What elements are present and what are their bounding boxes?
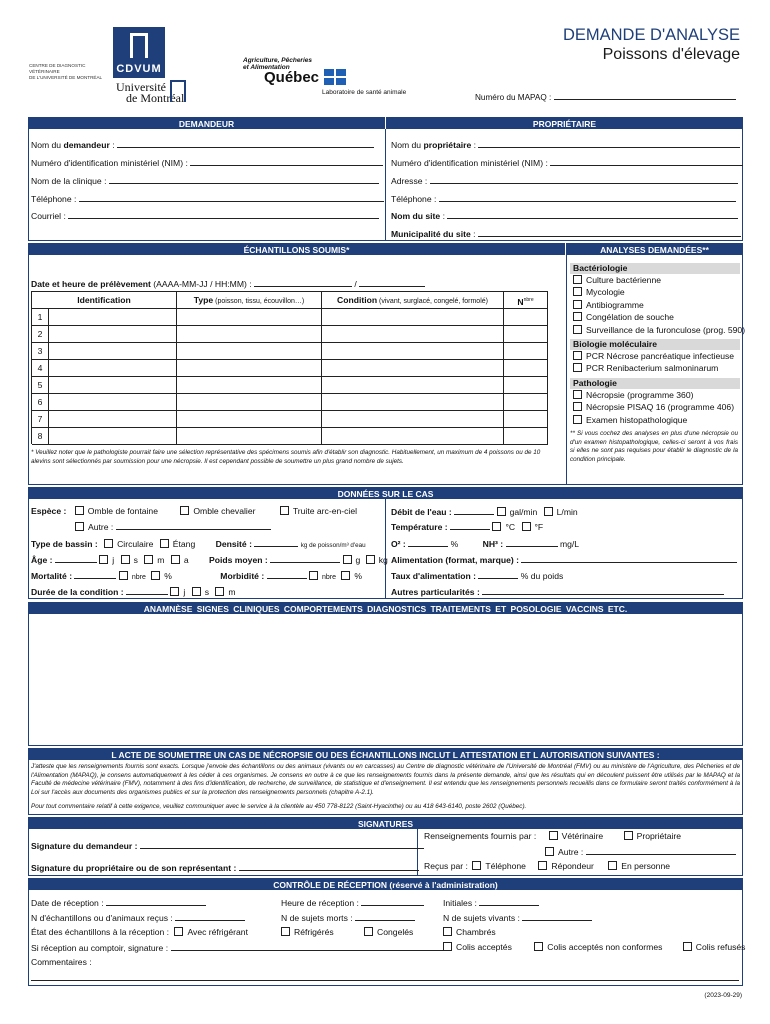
sample-type-cell[interactable] — [177, 326, 322, 343]
cdvum-small-text: CENTRE DE DIAGNOSTIC VÉTÉRINAIRE DE L'UNIVERSITÉ DE MONTRÉAL — [29, 63, 103, 80]
age-row: Âge : j s m a Poids moyen : g kg — [31, 555, 388, 565]
refrigerated-checkbox[interactable] — [281, 927, 290, 936]
species-row: Espèce : Omble de fontaine Omble chevalier Truite arc-en-ciel — [31, 506, 358, 516]
other-details-input[interactable] — [482, 586, 724, 595]
duration-s-checkbox[interactable] — [192, 587, 201, 596]
feed-rate-input[interactable] — [478, 570, 518, 579]
species-other-input[interactable] — [116, 521, 271, 530]
sample-identification-cell[interactable] — [49, 309, 177, 326]
quebec-wordmark: Québec — [264, 69, 320, 86]
sample-identification-cell[interactable] — [49, 377, 177, 394]
samples-table — [31, 291, 548, 444]
sample-type-cell[interactable] — [177, 411, 322, 428]
basin-row: Type de bassin : Circulaire Étang Densité : kg de poisson/m³ d'eau — [31, 539, 366, 549]
anamnese-textarea[interactable] — [28, 614, 743, 746]
sample-identification-cell[interactable] — [49, 326, 177, 343]
mapaq-number-field[interactable]: Numéro du MAPAQ : — [475, 91, 736, 103]
demandeur-name-field[interactable]: Nom du demandeur : — [31, 139, 374, 151]
age-s-checkbox[interactable] — [121, 555, 130, 564]
refrigerant-checkbox[interactable] — [174, 927, 183, 936]
sample-identification-cell[interactable] — [49, 343, 177, 360]
sample-row-number: 8 — [32, 428, 49, 445]
biologie-moleculaire-item[interactable]: PCR Renibacterium salmoninarum — [570, 362, 740, 374]
duration-m-checkbox[interactable] — [215, 587, 224, 596]
sample-row-number: 6 — [32, 394, 49, 411]
o2-nh3-row: O² : % NH³ : mg/L — [391, 539, 580, 549]
acte-header: L ACTE DE SOUMETTRE UN CAS DE NÉCROPSIE OU DES ÉCHANTILLONS INCLUT L ATTESTATION ET L AUTORISATION SUIVANTES : — [28, 748, 743, 760]
col-header-identification: Identification — [32, 292, 177, 309]
sample-condition-cell[interactable] — [322, 343, 504, 360]
owner-checkbox[interactable] — [624, 831, 633, 840]
comments-label: Commentaires : — [31, 957, 92, 967]
feed-rate-row: Taux d'alimentation : % du poids — [391, 571, 564, 581]
bacteriologie-checkbox[interactable] — [573, 275, 582, 284]
attestation-text: J'atteste que les renseignements fournis sont exacts. Lorsque j'envoie des échantillons ou des animaux (vivants ou en carcasses) au Centre de diagnostic vétérinaire de l'Université de Montréal (FMV) ou au ministère de l'Agriculture, des Pêcheries et de l'Alimentation (MAPAQ), je consens automatiquement à les céder à ces organismes. Je consens en outre à ce que les renseignements fournis dans la présente demande, ainsi que les résultats qui en découlent puissent être utilisés par le MAPAQ et la Faculté de médecine vétérinaire (FMV), notamment à des fins d'identification, de recherche, de surveillance, de statistique et d'enseignement. Il est entendu que les renseignements personnels recueillis dans ce formulaire seront traités conformément à la Loi sur l'accès aux documents des organismes publics et sur la protection des renseignements personnels (chapitre A-2.1). — [31, 763, 740, 797]
sample-type-cell[interactable] — [177, 343, 322, 360]
sample-identification-cell[interactable] — [49, 394, 177, 411]
morbidity-input[interactable] — [267, 570, 307, 579]
bacteriologie-item[interactable]: Surveillance de la furonculose (prog. 590) — [570, 324, 740, 336]
owner-nim-field[interactable]: Numéro d'identification ministériel (NIM) : — [391, 157, 743, 169]
quebec-dept: Agriculture, Pêcheries et Alimentation — [243, 57, 312, 71]
col-header-nbre: $N^{nbre}$ — [504, 292, 548, 309]
mortality-input[interactable] — [74, 570, 116, 579]
samples-received-field[interactable]: N d'échantillons ou d'animaux reçus : — [31, 912, 245, 924]
answering-machine-checkbox[interactable] — [538, 861, 547, 870]
sample-count-cell[interactable] — [504, 309, 548, 326]
cdvum-logo — [113, 27, 165, 78]
sample-condition-cell[interactable] — [322, 411, 504, 428]
udem-logo-text: Université de Montréal — [116, 80, 185, 105]
col-header-condition: Condition (vivant, surglacé, congelé, formolé) — [322, 292, 504, 309]
cdvum-logo-mark — [130, 33, 148, 58]
demandeur-header: DEMANDEUR — [28, 117, 385, 129]
biologie-moleculaire-heading: Biologie moléculaire — [570, 339, 740, 350]
omble-chevalier-checkbox[interactable] — [180, 506, 189, 515]
in-person-checkbox[interactable] — [608, 861, 617, 870]
initials-field[interactable]: Initiales : — [443, 897, 539, 909]
celsius-checkbox[interactable] — [492, 522, 501, 531]
col-header-type: Type (poisson, tissu, écouvillon…) — [177, 292, 322, 309]
duration-row: Durée de la condition : j s m — [31, 587, 236, 597]
bacteriologie-checkbox[interactable] — [573, 287, 582, 296]
pathologie-checkbox[interactable] — [573, 390, 582, 399]
age-m-checkbox[interactable] — [144, 555, 153, 564]
analyses-header: ANALYSES DEMANDÉES** — [566, 243, 743, 255]
etang-checkbox[interactable] — [160, 539, 169, 548]
form-date: (2023-09-29) — [704, 992, 742, 999]
samples-note: * Veuillez noter que le pathologiste pourrait faire une sélection représentative des spécimens soumis afin d'établir son diagnostic. Habituellement, un maximum de 4 poissons ou de 10 alevins sont sélectionnés par soumission pour une nécropsie. Il est cependant possible de soumettre un plus grand nombre de sujets. — [31, 449, 541, 465]
sample-count-cell[interactable] — [504, 394, 548, 411]
sample-count-cell[interactable] — [504, 411, 548, 428]
demandeur-phone-field[interactable]: Téléphone : — [31, 193, 384, 205]
temperature-row: Température : °C °F — [391, 522, 544, 532]
bacteriologie-item[interactable]: Antibiogramme — [570, 299, 740, 311]
nh3-input[interactable] — [506, 538, 558, 547]
pathologie-checkbox[interactable] — [573, 415, 582, 424]
feed-input[interactable] — [521, 554, 737, 563]
biologie-moleculaire-checkbox[interactable] — [573, 363, 582, 372]
udem-logo-mark — [170, 80, 186, 102]
sample-type-cell[interactable] — [177, 377, 322, 394]
mortality-pct-checkbox[interactable] — [151, 571, 160, 580]
age-a-checkbox[interactable] — [171, 555, 180, 564]
provided-other-row: Autre : — [545, 846, 736, 858]
weight-g-checkbox[interactable] — [343, 555, 352, 564]
live-subjects-field[interactable]: N de sujets vivants : — [443, 912, 592, 924]
biologie-moleculaire-item[interactable]: PCR Nécrose pancréatique infectieuse — [570, 350, 740, 362]
sample-identification-cell[interactable] — [49, 411, 177, 428]
pathologie-item[interactable]: Nécropsie PISAQ 16 (programme 406) — [570, 401, 740, 413]
sample-row-number: 5 — [32, 377, 49, 394]
parcels-accepted-checkbox[interactable] — [443, 942, 452, 951]
quebec-flag-icon — [324, 69, 346, 85]
owner-address-field[interactable]: Adresse : — [391, 175, 738, 187]
pathologie-checkbox[interactable] — [573, 402, 582, 411]
analyses-panel — [570, 263, 746, 465]
sample-row-number: 4 — [32, 360, 49, 377]
owner-name-field[interactable]: Nom du propriétaire : — [391, 139, 740, 151]
sample-identification-cell[interactable] — [49, 360, 177, 377]
sample-condition-cell[interactable] — [322, 428, 504, 445]
mortality-nbre-checkbox[interactable] — [119, 571, 128, 580]
bacteriologie-checkbox[interactable] — [573, 300, 582, 309]
sample-count-cell[interactable] — [504, 428, 548, 445]
sample-type-cell[interactable] — [177, 394, 322, 411]
sample-condition-cell[interactable] — [322, 360, 504, 377]
truite-checkbox[interactable] — [280, 506, 289, 515]
anamnese-header: ANAMNÈSE SIGNES CLINIQUES COMPORTEMENTS DIAGNOSTICS TRAITEMENTS ET POSOLOGIE VACCINS ETC. — [28, 602, 743, 614]
water-flow-row: Débit de l'eau : gal/min L/min — [391, 507, 578, 517]
form-title: DEMANDE D'ANALYSE — [562, 26, 740, 44]
biologie-moleculaire-checkbox[interactable] — [573, 351, 582, 360]
duration-input[interactable] — [126, 586, 168, 595]
sample-identification-cell[interactable] — [49, 428, 177, 445]
fahrenheit-checkbox[interactable] — [522, 522, 531, 531]
bacteriologie-item[interactable]: Mycologie — [570, 286, 740, 298]
room-temp-checkbox[interactable] — [443, 927, 452, 936]
owner-phone-field[interactable]: Téléphone : — [391, 193, 736, 205]
veterinarian-checkbox[interactable] — [549, 831, 558, 840]
counter-signature-field[interactable]: Si réception au comptoir, signature : — [31, 942, 444, 954]
galmin-checkbox[interactable] — [497, 507, 506, 516]
species-other-checkbox[interactable] — [75, 522, 84, 531]
reception-date-field[interactable]: Date de réception : — [31, 897, 206, 909]
frozen-checkbox[interactable] — [364, 927, 373, 936]
water-flow-input[interactable] — [454, 506, 494, 515]
sample-row-number: 2 — [32, 326, 49, 343]
o2-input[interactable] — [408, 538, 448, 547]
phone-checkbox[interactable] — [472, 861, 481, 870]
bacteriologie-heading: Bactériologie — [570, 263, 740, 274]
sample-condition-cell[interactable] — [322, 377, 504, 394]
sample-count-cell[interactable] — [504, 360, 548, 377]
controle-header: CONTRÔLE DE RÉCEPTION (réservé à l'administration) — [28, 878, 743, 890]
bacteriologie-checkbox[interactable] — [573, 325, 582, 334]
donnees-header: DONNÉES SUR LE CAS — [28, 487, 743, 499]
provided-other-input[interactable] — [586, 846, 736, 855]
weight-input[interactable] — [270, 554, 340, 563]
demandeur-nim-field[interactable]: Numéro d'identification ministériel (NIM) : — [31, 157, 383, 169]
sample-row-number: 7 — [32, 411, 49, 428]
bacteriologie-item[interactable]: Congélation de souche — [570, 311, 740, 323]
sample-type-cell[interactable] — [177, 309, 322, 326]
sample-row-number: 1 — [32, 309, 49, 326]
clinic-name-field[interactable]: Nom de la clinique : — [31, 175, 379, 187]
analyses-note: ** Si vous cochez des analyses en plus d'une nécropsie ou d'un examen histopathologique, celles-ci seront à vos frais si elles ne sont pas requises pour établir le diagnostic de la condition principale. — [570, 430, 738, 464]
other-details-row: Autres particularités : — [391, 586, 724, 598]
lmin-checkbox[interactable] — [544, 507, 553, 516]
owner-signature-field[interactable]: Signature du propriétaire ou de son représentant : — [31, 862, 419, 874]
received-by-row: Reçus par : Téléphone Répondeur En personne — [424, 861, 671, 871]
bacteriologie-checkbox[interactable] — [573, 312, 582, 321]
attestation-contact: Pour tout commentaire relatif à cette exigence, veuillez communiquer avec le service à la clientèle au 450 778-8122 (Saint-Hyacinthe) ou au 418 643-6140, poste 2602 (Québec). — [31, 803, 527, 810]
pathologie-heading: Pathologie — [570, 378, 740, 389]
sample-state-row: État des échantillons à la réception : Avec réfrigérant — [31, 927, 248, 937]
sample-count-cell[interactable] — [504, 326, 548, 343]
form-subtitle: Poissons d'élevage — [602, 46, 740, 63]
sample-row-number: 3 — [32, 343, 49, 360]
parcel-status-row: Colis acceptés Colis acceptés non conformes Colis refusés — [443, 942, 745, 953]
cdvum-logo-text: CDVUM — [116, 63, 162, 75]
site-name-field[interactable]: Nom du site : — [391, 210, 738, 222]
mortality-row: Mortalité : nbre % Morbidité : nbre % — [31, 571, 363, 581]
dead-subjects-field[interactable]: N de sujets morts : — [281, 912, 415, 924]
comments-line[interactable] — [31, 980, 739, 981]
sample-type-cell[interactable] — [177, 428, 322, 445]
pathologie-item[interactable]: Examen histopathologique — [570, 414, 740, 426]
sample-condition-cell[interactable] — [322, 326, 504, 343]
echantillons-header: ÉCHANTILLONS SOUMIS* — [28, 243, 565, 255]
species-other-row: Autre : — [75, 521, 271, 533]
provided-by-row: Renseignements fournis par : Vétérinaire Propriétaire — [424, 831, 682, 841]
weight-kg-checkbox[interactable] — [366, 555, 375, 564]
sample-count-cell[interactable] — [504, 377, 548, 394]
sample-condition-cell[interactable] — [322, 394, 504, 411]
provided-other-checkbox[interactable] — [545, 847, 554, 856]
proprietaire-header: PROPRIÉTAIRE — [386, 117, 743, 129]
sampling-date-field[interactable]: Date et heure de prélèvement (AAAA-MM-JJ / HH:MM) : / — [31, 278, 425, 290]
age-input[interactable] — [55, 554, 97, 563]
pathologie-item[interactable]: Nécropsie (programme 360) — [570, 389, 740, 401]
feed-row: Alimentation (format, marque) : — [391, 554, 737, 566]
circulaire-checkbox[interactable] — [104, 539, 113, 548]
temperature-input[interactable] — [450, 521, 490, 530]
age-j-checkbox[interactable] — [99, 555, 108, 564]
reception-time-field[interactable]: Heure de réception : — [281, 897, 424, 909]
parcels-refused-checkbox[interactable] — [683, 942, 692, 951]
demandeur-email-field[interactable]: Courriel : — [31, 210, 379, 222]
morbidity-pct-checkbox[interactable] — [341, 571, 350, 580]
density-input[interactable] — [254, 538, 298, 547]
room-temp-row: Chambrés — [443, 927, 496, 938]
morbidity-nbre-checkbox[interactable] — [309, 571, 318, 580]
municipality-field[interactable]: Municipalité du site : — [391, 228, 741, 240]
bacteriologie-item[interactable]: Culture bactérienne — [570, 274, 740, 286]
parcels-nonconform-checkbox[interactable] — [534, 942, 543, 951]
signatures-header: SIGNATURES — [28, 817, 743, 829]
sample-condition-cell[interactable] — [322, 309, 504, 326]
refrigerated-row: Réfrigérés Congelés — [281, 927, 413, 938]
requester-signature-field[interactable]: Signature du demandeur : — [31, 840, 424, 852]
omble-fontaine-checkbox[interactable] — [75, 506, 84, 515]
duration-j-checkbox[interactable] — [170, 587, 179, 596]
sample-type-cell[interactable] — [177, 360, 322, 377]
sample-count-cell[interactable] — [504, 343, 548, 360]
lab-label: Laboratoire de santé animale — [322, 89, 407, 96]
